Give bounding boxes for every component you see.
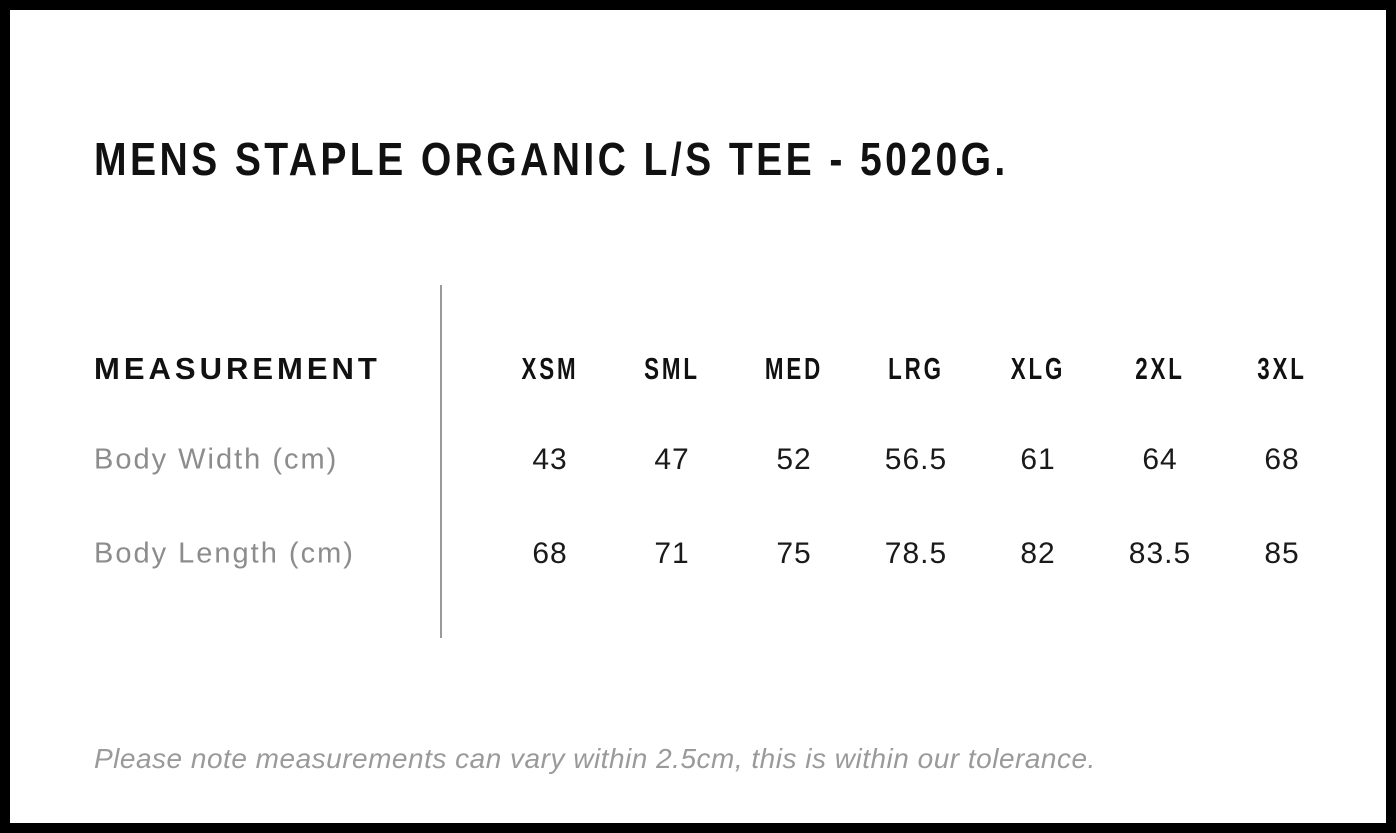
value-cell-body-length-sml: 71 <box>654 537 690 570</box>
size-header-group <box>489 351 1343 387</box>
size-column-header-xsm: XSM <box>521 351 579 386</box>
row-label-body-length: Body Length (cm) <box>94 537 355 570</box>
value-cell-body-length-2xl: 83.5 <box>1128 537 1192 570</box>
value-cell-body-width-xsm: 43 <box>532 443 568 476</box>
size-column-header-xlg: XLG <box>1010 351 1066 386</box>
size-column-header-3xl: 3XL <box>1257 351 1307 386</box>
value-cell-body-length-lrg: 78.5 <box>884 537 948 570</box>
value-cell-body-width-2xl: 64 <box>1142 443 1178 476</box>
value-cell-body-length-xsm: 68 <box>532 537 568 570</box>
value-cell-body-width-sml: 47 <box>654 443 690 476</box>
value-cell-body-width-lrg: 56.5 <box>884 443 948 476</box>
size-column-header-med: MED <box>764 351 824 386</box>
measurement-column-header: MEASUREMENT <box>94 351 381 386</box>
tolerance-note: Please note measurements can vary within 2.5cm, this is within our tolerance. <box>94 743 1096 774</box>
value-cell-body-length-3xl: 85 <box>1264 537 1300 570</box>
page-title: MENS STAPLE ORGANIC L/S TEE - 5020G. <box>94 132 1009 185</box>
body-width-values <box>489 443 1343 477</box>
size-column-header-sml: SML <box>644 351 700 386</box>
body-length-values <box>489 537 1343 571</box>
value-cell-body-length-med: 75 <box>776 537 812 570</box>
table-row-body-length <box>10 528 1386 580</box>
table-row-body-width <box>10 434 1386 486</box>
value-cell-body-length-xlg: 82 <box>1020 537 1056 570</box>
value-cell-body-width-med: 52 <box>776 443 812 476</box>
size-column-header-lrg: LRG <box>888 351 944 386</box>
table-header-row <box>10 343 1386 395</box>
value-cell-body-width-xlg: 61 <box>1020 443 1056 476</box>
value-cell-body-width-3xl: 68 <box>1264 443 1300 476</box>
size-column-header-2xl: 2XL <box>1135 351 1185 386</box>
row-label-body-width: Body Width (cm) <box>94 443 339 476</box>
